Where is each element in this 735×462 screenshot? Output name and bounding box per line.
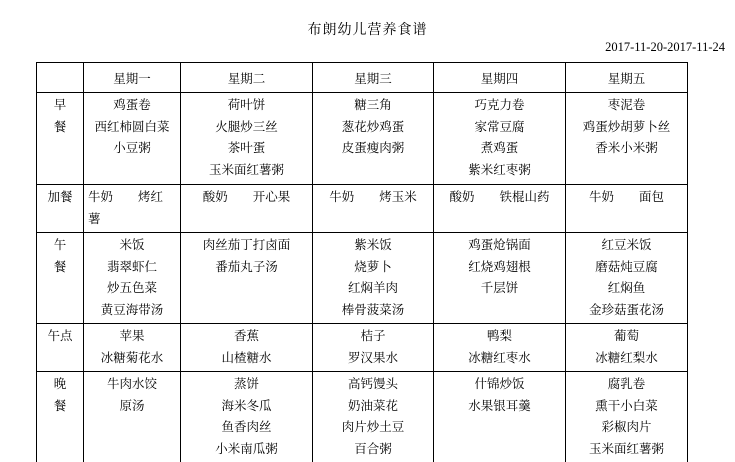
menu-item: 紫米红枣粥 (468, 162, 531, 177)
table-row (37, 185, 688, 233)
menu-item: 桔子 (360, 329, 386, 343)
menu-item: 煮鸡蛋 (480, 141, 519, 155)
menu-item: 香米小米粥 (595, 141, 658, 155)
header-row (37, 63, 688, 93)
menu-cell (181, 185, 313, 233)
table-row (37, 324, 688, 372)
menu-cell (181, 372, 313, 462)
menu-cell (434, 185, 566, 233)
menu-item: 罗汉果水 (347, 350, 398, 365)
menu-item: 牛奶 面包 (588, 190, 664, 204)
row-label-text: 午点 (47, 329, 73, 343)
menu-cell (434, 324, 566, 372)
menu-item: 糖三角 (354, 98, 392, 112)
row-label-text: 餐 (53, 398, 67, 413)
row-label (37, 233, 84, 324)
menu-item: 玉米面红薯粥 (208, 162, 284, 177)
menu-item: 冰糖菊花水 (100, 350, 164, 365)
menu-item: 百合粥 (354, 441, 392, 456)
row-label-text: 加餐 (47, 190, 73, 204)
menu-item: 翡翠虾仁 (106, 259, 157, 274)
menu-item: 西红柿圆白菜 (94, 119, 170, 134)
menu-cell (313, 185, 434, 233)
menu-item: 家常豆腐 (474, 119, 525, 134)
menu-cell (181, 233, 313, 324)
menu-item: 番茄丸子汤 (215, 259, 278, 274)
menu-item: 黄豆海带汤 (100, 302, 164, 317)
menu-item: 奶油菜花 (347, 398, 398, 413)
menu-cell (84, 233, 181, 324)
menu-item: 千层饼 (480, 281, 519, 295)
menu-item: 金珍菇蛋花汤 (588, 302, 664, 317)
row-label-text: 午 (53, 238, 67, 252)
menu-item: 冰糖红枣水 (468, 350, 531, 365)
menu-item: 红焖鱼 (607, 281, 646, 295)
menu-cell (84, 372, 181, 462)
menu-item: 山楂糖水 (221, 350, 272, 365)
column-header: 星期四 (434, 63, 566, 93)
menu-item: 枣泥卷 (607, 98, 646, 112)
menu-item: 葡萄 (613, 329, 639, 343)
menu-item: 鸭梨 (486, 329, 512, 343)
column-header: 星期一 (84, 63, 181, 93)
menu-item: 葱花炒鸡蛋 (341, 119, 405, 134)
menu-cell (434, 372, 566, 462)
corner-cell (37, 63, 84, 93)
menu-cell (313, 93, 434, 185)
menu-item: 炒五色菜 (106, 281, 157, 295)
menu-cell (566, 185, 688, 233)
menu-item: 肉片炒土豆 (341, 420, 405, 434)
menu-item: 牛肉水饺 (106, 377, 157, 391)
row-label-text: 晚 (53, 377, 67, 391)
date-range: 2017-11-20-2017-11-24 (605, 40, 725, 54)
menu-table (36, 62, 688, 462)
menu-item: 玉米面红薯粥 (588, 441, 664, 456)
menu-item: 蒸饼 (233, 377, 259, 391)
menu-cell (84, 93, 181, 185)
menu-item: 米饭 (119, 238, 145, 252)
row-label-text: 餐 (53, 259, 67, 274)
menu-cell (84, 324, 181, 372)
row-label (37, 372, 84, 462)
menu-item: 熏干小白菜 (595, 398, 658, 413)
menu-item: 鸡蛋炒胡萝卜丝 (582, 119, 671, 134)
menu-item: 薯 (88, 211, 101, 226)
menu-item: 酸奶 铁棍山药 (449, 190, 550, 204)
row-label-text: 早 (53, 98, 67, 112)
menu-item: 磨菇炖豆腐 (595, 259, 658, 274)
column-header: 星期二 (181, 63, 313, 93)
menu-item: 水果银耳羹 (468, 398, 531, 413)
menu-item: 紫米饭 (354, 238, 392, 252)
row-label (37, 324, 84, 372)
menu-item: 肉丝茄丁打卤面 (202, 238, 291, 252)
menu-item: 皮蛋瘦肉粥 (341, 141, 405, 155)
menu-cell (566, 93, 688, 185)
column-header: 星期五 (566, 63, 688, 93)
menu-cell (313, 324, 434, 372)
menu-item: 红焖羊肉 (347, 281, 398, 295)
menu-item: 小豆粥 (113, 141, 151, 155)
page-title: 布朗幼儿营养食谱 (307, 23, 428, 38)
menu-item: 牛奶 烤玉米 (329, 190, 417, 204)
menu-cell (566, 324, 688, 372)
menu-item: 高钙馒头 (347, 377, 398, 391)
menu-cell (313, 233, 434, 324)
menu-item: 茶叶蛋 (227, 141, 266, 155)
menu-cell (566, 372, 688, 462)
menu-item: 红豆米饭 (601, 238, 652, 252)
menu-item: 巧克力卷 (474, 98, 525, 112)
menu-item: 荷叶饼 (227, 98, 266, 112)
menu-cell (434, 233, 566, 324)
menu-item: 酸奶 开心果 (202, 190, 291, 204)
menu-item: 棒骨菠菜汤 (341, 302, 405, 317)
table-row (37, 233, 688, 324)
menu-item: 冰糖红梨水 (595, 350, 658, 365)
menu-item: 鱼香肉丝 (221, 420, 272, 434)
row-label (37, 185, 84, 233)
menu-item: 红烧鸡翅根 (468, 259, 531, 274)
column-header: 星期三 (313, 63, 434, 93)
menu-item: 苹果 (119, 329, 145, 343)
menu-cell (434, 93, 566, 185)
menu-item: 烧萝卜 (354, 259, 392, 274)
menu-item: 牛奶 烤红 (88, 190, 164, 204)
row-label-text: 餐 (53, 119, 67, 134)
menu-item: 小米南瓜粥 (215, 441, 278, 456)
menu-item: 鸡蛋卷 (113, 98, 151, 112)
menu-item: 原汤 (119, 398, 145, 413)
menu-cell (566, 233, 688, 324)
menu-cell (84, 185, 181, 233)
table-row (37, 93, 688, 185)
menu-cell (181, 93, 313, 185)
menu-item: 鸡蛋炝锅面 (468, 238, 531, 252)
menu-item: 海米冬瓜 (221, 398, 272, 413)
menu-cell (181, 324, 313, 372)
row-label (37, 93, 84, 185)
menu-item: 火腿炒三丝 (215, 119, 278, 134)
menu-item: 香蕉 (233, 329, 259, 343)
menu-cell (313, 372, 434, 462)
menu-item: 彩椒肉片 (601, 420, 652, 434)
table-row (37, 372, 688, 462)
menu-item: 什锦炒饭 (474, 377, 525, 391)
menu-item: 腐乳卷 (607, 377, 646, 391)
